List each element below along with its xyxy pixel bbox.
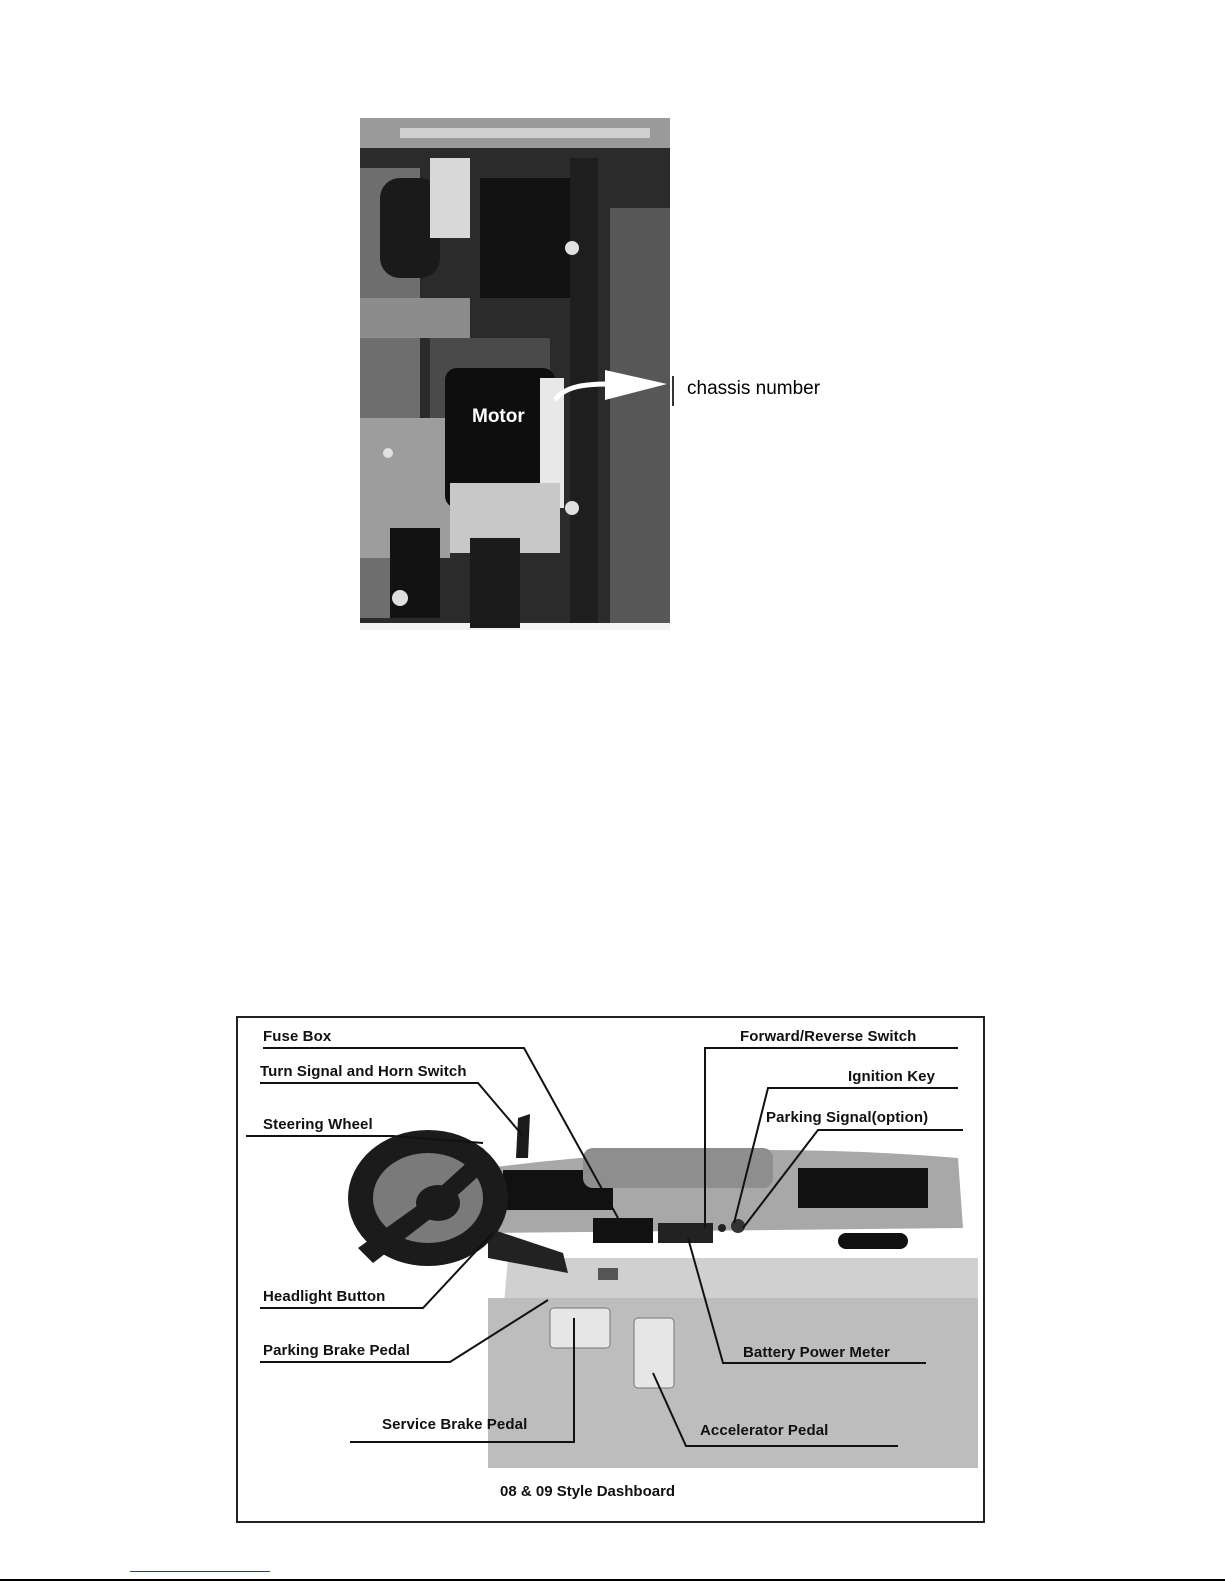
motor-photo-illustration: [360, 118, 853, 630]
figure-caption: 08 & 09 Style Dashboard: [500, 1483, 676, 1500]
chassis-number-label: chassis number: [687, 378, 821, 399]
footer-link-underline[interactable]: [130, 1571, 270, 1572]
battery-power-meter-callout: Battery Power Meter: [743, 1344, 890, 1361]
turn-signal-horn-callout: Turn Signal and Horn Switch: [260, 1063, 467, 1080]
forward-reverse-switch-callout: Forward/Reverse Switch: [740, 1028, 917, 1045]
accelerator-pedal-callout: Accelerator Pedal: [700, 1422, 829, 1439]
ignition-key-callout: Ignition Key: [848, 1068, 936, 1085]
service-brake-pedal-callout: Service Brake Pedal: [382, 1416, 528, 1433]
headlight-button-callout: Headlight Button: [263, 1288, 386, 1305]
steering-wheel-callout: Steering Wheel: [263, 1116, 373, 1133]
dashboard-illustration: [238, 1018, 983, 1521]
parking-signal-callout: Parking Signal(option): [766, 1109, 929, 1126]
dashboard-diagram: [236, 1016, 985, 1523]
fuse-box-callout: Fuse Box: [263, 1028, 332, 1045]
parking-brake-pedal-callout: Parking Brake Pedal: [263, 1342, 410, 1359]
motor-chassis-photo: [360, 118, 853, 630]
motor-label: Motor: [472, 406, 525, 427]
page-bottom-rule: [0, 1579, 1225, 1581]
